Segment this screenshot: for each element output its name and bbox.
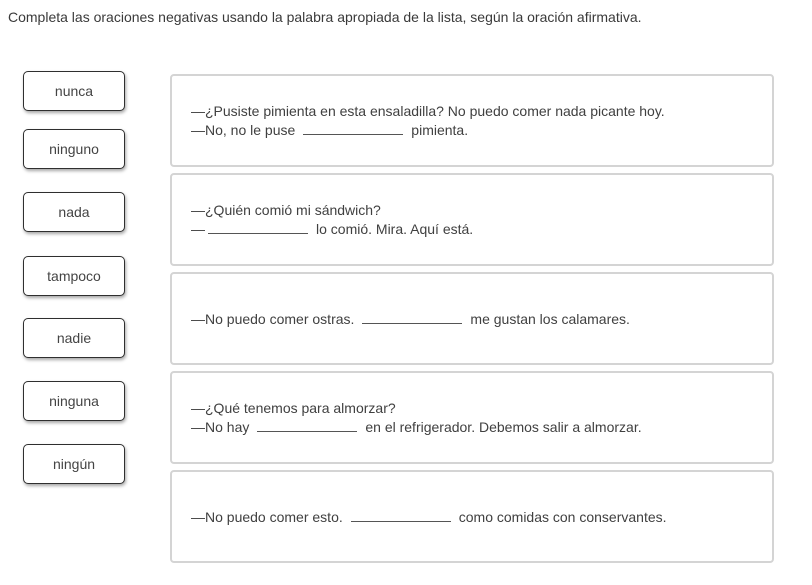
instructions: Completa las oraciones negativas usando la palabra apropiada de la lista, según la oración afirmativa. xyxy=(8,9,642,25)
sentence-line xyxy=(191,102,772,120)
drop-blank[interactable] xyxy=(208,219,308,234)
sentence-line xyxy=(191,507,772,526)
word-chip-nunca[interactable]: nunca xyxy=(23,71,125,111)
word-chip-ningun[interactable]: ningún xyxy=(23,444,125,484)
sentence-text: como comidas con conservantes. xyxy=(458,509,667,525)
sentence-line xyxy=(191,201,772,219)
sentence-line xyxy=(191,219,772,238)
word-chip-nada[interactable]: nada xyxy=(23,192,125,232)
sentence-text: —¿Pusiste pimienta en esta ensaladilla? No puedo comer nada picante hoy. xyxy=(191,103,665,119)
sentence-text: —No hay xyxy=(191,419,250,435)
sentence-text: lo comió. Mira. Aquí está. xyxy=(316,221,474,237)
sentence-card xyxy=(170,173,774,266)
sentence-text: pimienta. xyxy=(411,122,469,138)
sentence-text: —No, no le puse xyxy=(191,122,296,138)
sentence-text: en el refrigerador. Debemos salir a almorzar. xyxy=(365,419,642,435)
sentence-text: —¿Quién comió mi sándwich? xyxy=(191,202,381,218)
word-chip-ninguna[interactable]: ninguna xyxy=(23,381,125,421)
sentence-line xyxy=(191,309,772,328)
sentence-text: —No puedo comer ostras. xyxy=(191,311,355,327)
drop-blank[interactable] xyxy=(303,120,403,135)
sentence-card xyxy=(170,371,774,464)
sentence-text: — xyxy=(191,221,205,237)
sentence-text: —No puedo comer esto. xyxy=(191,509,343,525)
word-chip-nadie[interactable]: nadie xyxy=(23,318,125,358)
drop-blank[interactable] xyxy=(351,507,451,522)
word-chip-ninguno[interactable]: ninguno xyxy=(23,129,125,169)
sentence-line xyxy=(191,417,772,436)
sentence-card xyxy=(170,74,774,167)
sentence-card xyxy=(170,272,774,365)
sentence-text: —¿Qué tenemos para almorzar? xyxy=(191,400,396,416)
drop-blank[interactable] xyxy=(257,417,357,432)
sentence-text: me gustan los calamares. xyxy=(470,311,630,327)
sentence-line xyxy=(191,399,772,417)
word-chip-tampoco[interactable]: tampoco xyxy=(23,256,125,296)
drop-blank[interactable] xyxy=(362,309,462,324)
sentence-card xyxy=(170,470,774,563)
sentence-line xyxy=(191,120,772,139)
